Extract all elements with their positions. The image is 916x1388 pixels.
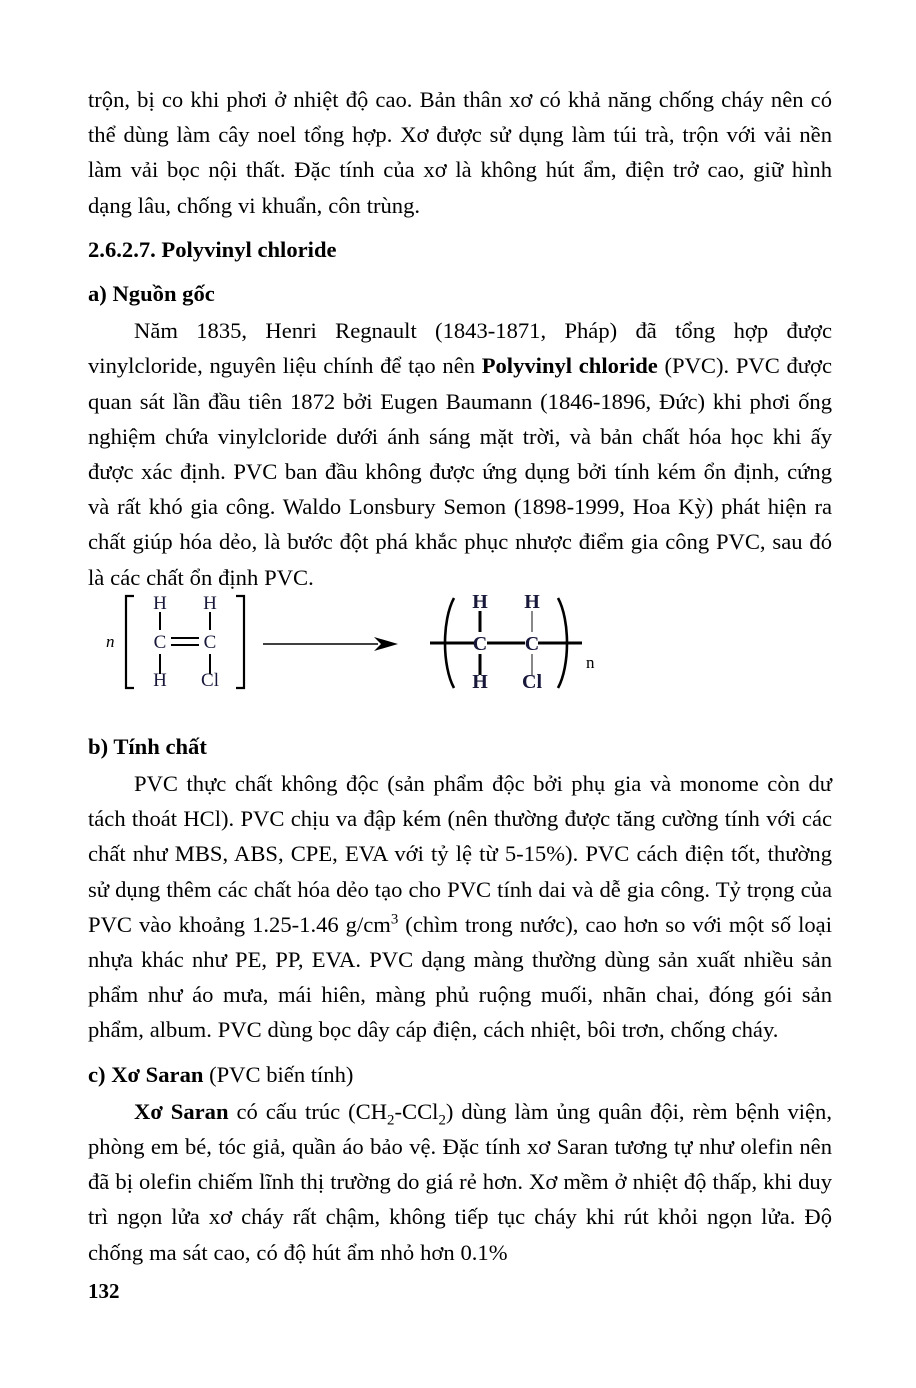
saran-paragraph [88, 1094, 832, 1270]
page-content [88, 82, 832, 1270]
properties-superscript-3: 3 [390, 911, 399, 928]
reaction-scheme [88, 578, 832, 702]
monomer-atom-right-bottom-cl: Cl [201, 670, 219, 691]
polymer-atom-left-carbon: C [472, 633, 488, 655]
monomer-atom-right-top-h: H [203, 593, 217, 614]
saran-subscript-2: 2 [438, 1112, 446, 1129]
origin-text-part2: (PVC). PVC được quan sát lần đầu tiên 1872 bởi Eugen Baumann (1846-1896, Đức) khi phơi ống nghiệm chứa vinylcloride dưới ánh sáng mặt trời, và bản chất hóa học khi ấy được xác định. PVC ban đầu không được ứng dụng bởi tính kém ổn định, cứng và rất khó gia công. Waldo Lonsbury Semon (1898-1999, Hoa Kỳ) phát hiện ra chất giúp hóa dẻo, là bước đột phá khắc phục nhược điểm gia công PVC, sau đó là các chất ổn định PVC. [88, 353, 832, 590]
saran-subscript-1: 2 [387, 1112, 395, 1129]
properties-paragraph [88, 766, 832, 1048]
monomer-bracket-left [126, 596, 134, 688]
origin-term-polyvinyl-chloride: Polyvinyl chloride [481, 353, 658, 379]
page-number: 132 [88, 1279, 120, 1303]
intro-paragraph: trộn, bị co khi phơi ở nhiệt độ cao. Bản thân xơ có khả năng chống cháy nên có thể dùng làm cây noel tổng hợp. Xơ được sử dụng làm túi trà, trộn với vải nền làm vải bọc nội thất. Đặc tính của xơ là không hút ẩm, điện trở cao, giữ hình dạng lâu, chống vi khuẩn, côn trùng. [88, 87, 832, 218]
polymer-subscript-n: n [586, 653, 595, 672]
monomer-bracket-right [236, 596, 244, 688]
subsection-heading-tinh-chat: b) Tính chất [88, 733, 207, 759]
reaction-scheme-svg [88, 578, 832, 702]
polymer-atom-left-bottom-h: H [472, 671, 488, 693]
properties-text-part2: (chìm trong nước), cao hơn so với một số loại nhựa khác như PE, PP, EVA. PVC dạng màng thường dùng sản xuất nhiều sản phẩm như áo mưa, mái hiên, màng phủ ruộng muối, nhãn chai, đóng gói sản phẩm, album. PVC dùng bọc dây cáp điện, cách nhiệt, bôi trơn, chống cháy. [88, 911, 832, 1043]
monomer-atom-left-top-h: H [153, 593, 167, 614]
subsection-heading-xo-saran [88, 1057, 832, 1092]
monomer-atom-right-carbon: C [203, 632, 217, 653]
properties-text-part1: PVC thực chất không độc (sản phẩm độc bởi phụ gia và monome còn dư tách thoát HCl). PVC chịu va đập kém (nên thường được tăng cường tính với các chất như MBS, ABS, CPE, EVA với tỷ lệ từ 5-15%). PVC cách điện tốt, thường sử dụng thêm các chất hóa dẻo tạo cho PVC tính dai và dễ gia công. Tỷ trọng của PVC vào khoảng 1.25-1.46 g/cm [88, 771, 832, 937]
monomer-atom-left-bottom-h: H [153, 670, 167, 691]
saran-text-part1: có cấu trúc (CH [228, 1098, 388, 1124]
polymer-atom-right-top-h: H [524, 591, 540, 613]
polymer-atom-right-carbon: C [524, 633, 540, 655]
polymer-atom-left-top-h: H [472, 591, 488, 613]
subsection-c-regular-text: (PVC biến tính) [203, 1061, 354, 1087]
monomer-atom-left-carbon: C [153, 632, 167, 653]
section-heading-polyvinyl-chloride: 2.6.2.7. Polyvinyl chloride [88, 236, 337, 262]
subsection-c-bold-text: c) Xơ Saran [88, 1061, 204, 1087]
origin-paragraph [88, 313, 832, 595]
origin-text-part1: Năm 1835, Henri Regnault (1843-1871, Pháp) đã tổng hợp được vinylcloride, nguyên liệu chính để tạo nên [88, 318, 832, 379]
saran-text-part2: -CCl [394, 1098, 439, 1124]
polymer-atom-right-bottom-cl: Cl [522, 671, 542, 693]
saran-text-part3: ) dùng làm ủng quân đội, rèm bệnh viện, phòng em bé, tóc giả, quần áo bảo vệ. Đặc tính xơ Saran tương tự như olefin nên đã bị olefin chiếm lĩnh thị trường do giá rẻ hơn. Xơ mềm ở nhiệt độ thấp, khi duy trì ngọn lửa xơ cháy rất chậm, không tiếp tục cháy khi rút khỏi ngọn lửa. Độ chống ma sát cao, có độ hút ẩm nhỏ hơn 0.1% [88, 1098, 832, 1265]
monomer-coefficient-n: n [106, 632, 115, 651]
subsection-heading-nguon-goc: a) Nguồn gốc [88, 281, 215, 307]
saran-term: Xơ Saran [134, 1098, 229, 1124]
